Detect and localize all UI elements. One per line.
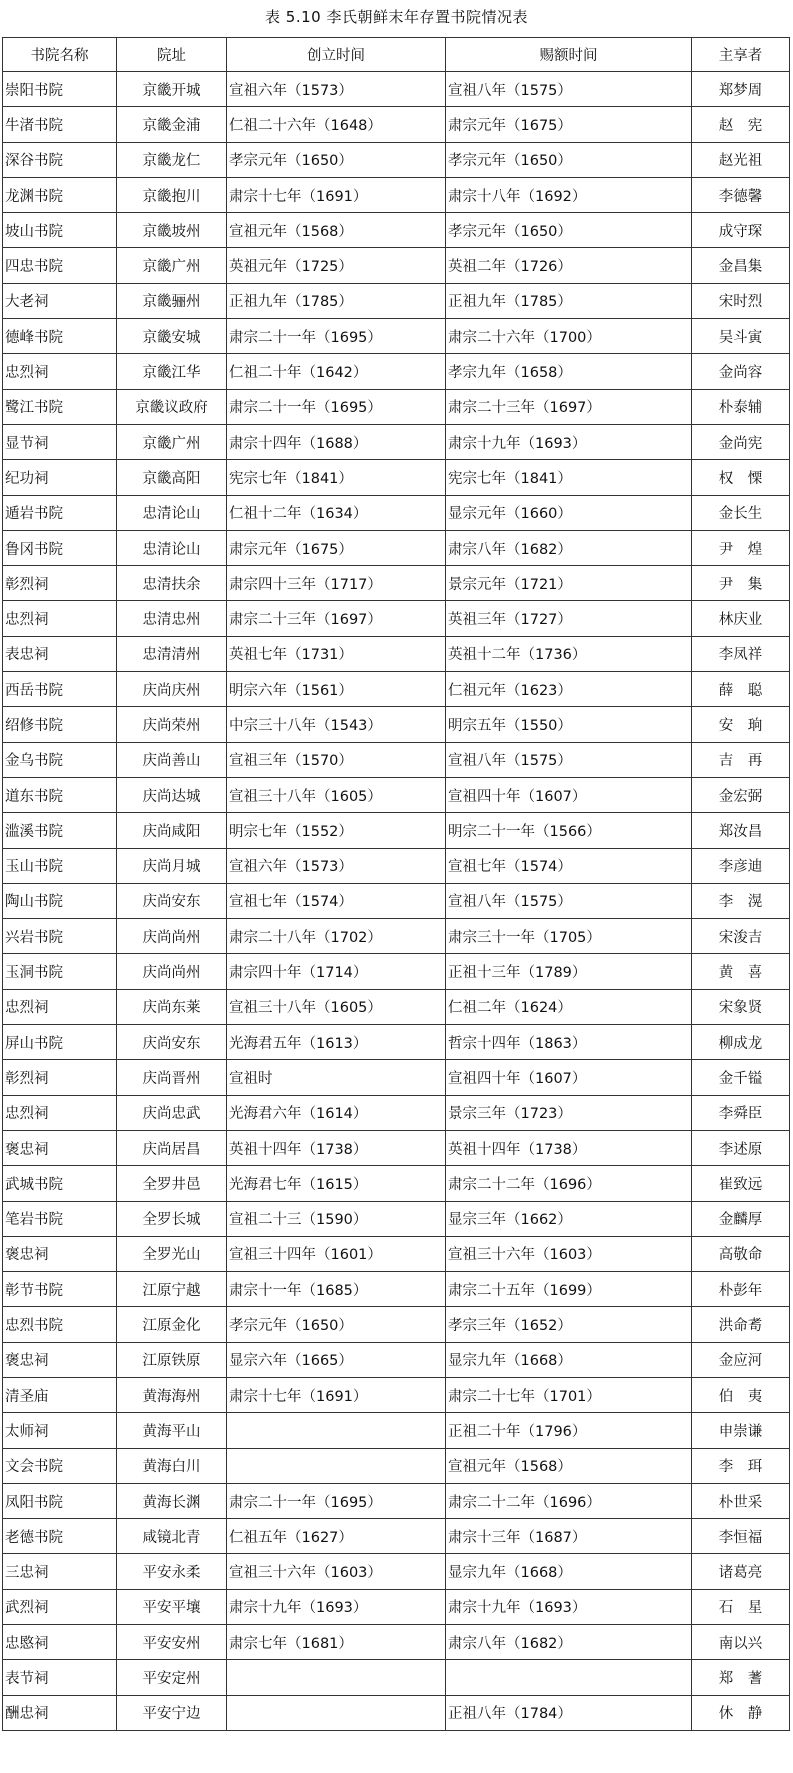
founding-time-cell: 宣祖三十八年（1605） bbox=[227, 989, 446, 1024]
founding-time-cell: 英祖十四年（1738） bbox=[227, 1130, 446, 1165]
plaque-grant-time-cell: 显宗九年（1668） bbox=[446, 1342, 692, 1377]
enshrined-person-cell: 金长生 bbox=[692, 495, 790, 530]
founding-time-cell: 宣祖三年（1570） bbox=[227, 742, 446, 777]
academy-name-cell: 文会书院 bbox=[3, 1448, 117, 1483]
plaque-grant-time-cell: 显宗九年（1668） bbox=[446, 1554, 692, 1589]
table-body bbox=[3, 72, 790, 1731]
location-cell: 全罗长城 bbox=[117, 1201, 227, 1236]
table-row bbox=[3, 566, 790, 601]
table-row bbox=[3, 1342, 790, 1377]
table-row bbox=[3, 1660, 790, 1695]
enshrined-person-cell: 金尚容 bbox=[692, 354, 790, 389]
enshrined-person-cell: 宋象贤 bbox=[692, 989, 790, 1024]
table-row bbox=[3, 107, 790, 142]
table-row bbox=[3, 672, 790, 707]
location-cell: 江原铁原 bbox=[117, 1342, 227, 1377]
founding-time-cell: 仁祖五年（1627） bbox=[227, 1519, 446, 1554]
academy-name-cell: 清圣庙 bbox=[3, 1377, 117, 1412]
founding-time-cell: 显宗六年（1665） bbox=[227, 1342, 446, 1377]
location-cell: 江原宁越 bbox=[117, 1272, 227, 1307]
founding-time-cell: 孝宗元年（1650） bbox=[227, 142, 446, 177]
plaque-grant-time-cell: 肃宗十三年（1687） bbox=[446, 1519, 692, 1554]
plaque-grant-time-cell: 肃宗二十三年（1697） bbox=[446, 389, 692, 424]
enshrined-person-cell: 李恒福 bbox=[692, 1519, 790, 1554]
table-row bbox=[3, 460, 790, 495]
table-row bbox=[3, 636, 790, 671]
founding-time-cell: 光海君七年（1615） bbox=[227, 1166, 446, 1201]
enshrined-person-cell: 薛 聪 bbox=[692, 672, 790, 707]
location-cell: 黄海长渊 bbox=[117, 1483, 227, 1518]
table-row bbox=[3, 1130, 790, 1165]
academy-name-cell: 忠烈书院 bbox=[3, 1307, 117, 1342]
header-row bbox=[3, 38, 790, 72]
founding-time-cell: 光海君六年（1614） bbox=[227, 1095, 446, 1130]
academy-name-cell: 遁岩书院 bbox=[3, 495, 117, 530]
table-row bbox=[3, 1307, 790, 1342]
enshrined-person-cell: 金昌集 bbox=[692, 248, 790, 283]
academy-name-cell: 西岳书院 bbox=[3, 672, 117, 707]
enshrined-person-cell: 赵光祖 bbox=[692, 142, 790, 177]
table-row bbox=[3, 1095, 790, 1130]
founding-time-cell: 肃宗二十三年（1697） bbox=[227, 601, 446, 636]
founding-time-cell: 肃宗十四年（1688） bbox=[227, 424, 446, 459]
academy-name-cell: 滥溪书院 bbox=[3, 813, 117, 848]
table-row bbox=[3, 495, 790, 530]
academy-name-cell: 玉洞书院 bbox=[3, 954, 117, 989]
academy-name-cell: 深谷书院 bbox=[3, 142, 117, 177]
plaque-grant-time-cell: 英祖三年（1727） bbox=[446, 601, 692, 636]
table-row bbox=[3, 354, 790, 389]
plaque-grant-time-cell: 宣祖三十六年（1603） bbox=[446, 1236, 692, 1271]
plaque-grant-time-cell: 正祖十三年（1789） bbox=[446, 954, 692, 989]
founding-time-cell bbox=[227, 1448, 446, 1483]
academy-name-cell: 道东书院 bbox=[3, 777, 117, 812]
founding-time-cell: 肃宗元年（1675） bbox=[227, 530, 446, 565]
academy-name-cell: 表节祠 bbox=[3, 1660, 117, 1695]
academy-name-cell: 绍修书院 bbox=[3, 707, 117, 742]
location-cell: 庆尚安东 bbox=[117, 883, 227, 918]
location-cell: 黄海白川 bbox=[117, 1448, 227, 1483]
enshrined-person-cell: 休 静 bbox=[692, 1695, 790, 1730]
location-cell: 京畿江华 bbox=[117, 354, 227, 389]
enshrined-person-cell: 李 滉 bbox=[692, 883, 790, 918]
founding-time-cell: 肃宗十七年（1691） bbox=[227, 177, 446, 212]
enshrined-person-cell: 郑梦周 bbox=[692, 72, 790, 107]
enshrined-person-cell: 尹 集 bbox=[692, 566, 790, 601]
location-cell: 庆尚荣州 bbox=[117, 707, 227, 742]
location-cell: 咸镜北青 bbox=[117, 1519, 227, 1554]
enshrined-person-cell: 李德馨 bbox=[692, 177, 790, 212]
founding-time-cell: 肃宗七年（1681） bbox=[227, 1625, 446, 1660]
academy-name-cell: 金乌书院 bbox=[3, 742, 117, 777]
founding-time-cell: 英祖七年（1731） bbox=[227, 636, 446, 671]
founding-time-cell: 宣祖六年（1573） bbox=[227, 72, 446, 107]
table-row bbox=[3, 213, 790, 248]
plaque-grant-time-cell: 宣祖元年（1568） bbox=[446, 1448, 692, 1483]
location-cell: 庆尚月城 bbox=[117, 848, 227, 883]
header-location: 院址 bbox=[117, 38, 227, 72]
plaque-grant-time-cell: 正祖八年（1784） bbox=[446, 1695, 692, 1730]
plaque-grant-time-cell: 显宗三年（1662） bbox=[446, 1201, 692, 1236]
table-row bbox=[3, 142, 790, 177]
enshrined-person-cell: 朴泰辅 bbox=[692, 389, 790, 424]
table-row bbox=[3, 1060, 790, 1095]
academy-name-cell: 四忠书院 bbox=[3, 248, 117, 283]
academy-name-cell: 凤阳书院 bbox=[3, 1483, 117, 1518]
founding-time-cell: 宣祖时 bbox=[227, 1060, 446, 1095]
plaque-grant-time-cell: 仁祖二年（1624） bbox=[446, 989, 692, 1024]
plaque-grant-time-cell: 肃宗八年（1682） bbox=[446, 530, 692, 565]
enshrined-person-cell: 李述原 bbox=[692, 1130, 790, 1165]
plaque-grant-time-cell: 肃宗二十二年（1696） bbox=[446, 1166, 692, 1201]
plaque-grant-time-cell: 正祖二十年（1796） bbox=[446, 1413, 692, 1448]
table-row bbox=[3, 1625, 790, 1660]
academy-name-cell: 褒忠祠 bbox=[3, 1236, 117, 1271]
founding-time-cell bbox=[227, 1413, 446, 1448]
location-cell: 京畿安城 bbox=[117, 319, 227, 354]
founding-time-cell: 宣祖七年（1574） bbox=[227, 883, 446, 918]
location-cell: 京畿开城 bbox=[117, 72, 227, 107]
enshrined-person-cell: 成守琛 bbox=[692, 213, 790, 248]
academies-table bbox=[2, 37, 790, 1731]
plaque-grant-time-cell: 肃宗二十六年（1700） bbox=[446, 319, 692, 354]
plaque-grant-time-cell: 孝宗三年（1652） bbox=[446, 1307, 692, 1342]
table-row bbox=[3, 1025, 790, 1060]
academy-name-cell: 龙渊书院 bbox=[3, 177, 117, 212]
academy-name-cell: 忠烈祠 bbox=[3, 354, 117, 389]
plaque-grant-time-cell: 孝宗九年（1658） bbox=[446, 354, 692, 389]
academy-name-cell: 鲁冈书院 bbox=[3, 530, 117, 565]
table-row bbox=[3, 424, 790, 459]
academy-name-cell: 玉山书院 bbox=[3, 848, 117, 883]
enshrined-person-cell: 金麟厚 bbox=[692, 1201, 790, 1236]
academy-name-cell: 鹭江书院 bbox=[3, 389, 117, 424]
academy-name-cell: 忠烈祠 bbox=[3, 601, 117, 636]
enshrined-person-cell: 黄 喜 bbox=[692, 954, 790, 989]
enshrined-person-cell: 申崇谦 bbox=[692, 1413, 790, 1448]
plaque-grant-time-cell: 宣祖四十年（1607） bbox=[446, 777, 692, 812]
location-cell: 庆尚善山 bbox=[117, 742, 227, 777]
academy-name-cell: 表忠祠 bbox=[3, 636, 117, 671]
academy-name-cell: 德峰书院 bbox=[3, 319, 117, 354]
enshrined-person-cell: 李彦迪 bbox=[692, 848, 790, 883]
table-row bbox=[3, 919, 790, 954]
location-cell: 庆尚达城 bbox=[117, 777, 227, 812]
academy-name-cell: 褒忠祠 bbox=[3, 1342, 117, 1377]
enshrined-person-cell: 高敬命 bbox=[692, 1236, 790, 1271]
table-row bbox=[3, 1236, 790, 1271]
founding-time-cell: 肃宗二十一年（1695） bbox=[227, 389, 446, 424]
location-cell: 庆尚庆州 bbox=[117, 672, 227, 707]
location-cell: 京畿广州 bbox=[117, 248, 227, 283]
enshrined-person-cell: 尹 煌 bbox=[692, 530, 790, 565]
location-cell: 忠清忠州 bbox=[117, 601, 227, 636]
founding-time-cell: 肃宗二十一年（1695） bbox=[227, 319, 446, 354]
table-row bbox=[3, 1413, 790, 1448]
plaque-grant-time-cell bbox=[446, 1660, 692, 1695]
founding-time-cell: 明宗七年（1552） bbox=[227, 813, 446, 848]
location-cell: 忠清论山 bbox=[117, 495, 227, 530]
location-cell: 京畿坡州 bbox=[117, 213, 227, 248]
academy-name-cell: 牛渚书院 bbox=[3, 107, 117, 142]
founding-time-cell: 仁祖十二年（1634） bbox=[227, 495, 446, 530]
table-row bbox=[3, 1589, 790, 1624]
table-row bbox=[3, 1272, 790, 1307]
plaque-grant-time-cell: 明宗五年（1550） bbox=[446, 707, 692, 742]
plaque-grant-time-cell: 显宗元年（1660） bbox=[446, 495, 692, 530]
location-cell: 京畿骊州 bbox=[117, 283, 227, 318]
table-row bbox=[3, 883, 790, 918]
founding-time-cell: 宣祖三十六年（1603） bbox=[227, 1554, 446, 1589]
location-cell: 京畿龙仁 bbox=[117, 142, 227, 177]
founding-time-cell: 中宗三十八年（1543） bbox=[227, 707, 446, 742]
enshrined-person-cell: 宋时烈 bbox=[692, 283, 790, 318]
location-cell: 忠清扶余 bbox=[117, 566, 227, 601]
location-cell: 京畿金浦 bbox=[117, 107, 227, 142]
table-caption: 表 5.10 李氏朝鲜末年存置书院情况表 bbox=[265, 8, 528, 26]
academy-name-cell: 坡山书院 bbox=[3, 213, 117, 248]
location-cell: 庆尚咸阳 bbox=[117, 813, 227, 848]
location-cell: 庆尚居昌 bbox=[117, 1130, 227, 1165]
founding-time-cell bbox=[227, 1695, 446, 1730]
enshrined-person-cell: 林庆业 bbox=[692, 601, 790, 636]
academy-name-cell: 彰烈祠 bbox=[3, 566, 117, 601]
location-cell: 平安平壤 bbox=[117, 1589, 227, 1624]
location-cell: 平安宁边 bbox=[117, 1695, 227, 1730]
table-row bbox=[3, 954, 790, 989]
enshrined-person-cell: 权 慄 bbox=[692, 460, 790, 495]
plaque-grant-time-cell: 肃宗二十七年（1701） bbox=[446, 1377, 692, 1412]
enshrined-person-cell: 诸葛亮 bbox=[692, 1554, 790, 1589]
enshrined-person-cell: 金宏弼 bbox=[692, 777, 790, 812]
table-row bbox=[3, 707, 790, 742]
location-cell: 黄海平山 bbox=[117, 1413, 227, 1448]
academy-name-cell: 忠愍祠 bbox=[3, 1625, 117, 1660]
table-row bbox=[3, 1448, 790, 1483]
plaque-grant-time-cell: 宣祖八年（1575） bbox=[446, 883, 692, 918]
table-row bbox=[3, 1554, 790, 1589]
founding-time-cell bbox=[227, 1660, 446, 1695]
location-cell: 江原金化 bbox=[117, 1307, 227, 1342]
plaque-grant-time-cell: 肃宗二十五年（1699） bbox=[446, 1272, 692, 1307]
founding-time-cell: 宪宗七年（1841） bbox=[227, 460, 446, 495]
founding-time-cell: 宣祖三十四年（1601） bbox=[227, 1236, 446, 1271]
academy-name-cell: 酬忠祠 bbox=[3, 1695, 117, 1730]
academy-name-cell: 大老祠 bbox=[3, 283, 117, 318]
founding-time-cell: 肃宗十七年（1691） bbox=[227, 1377, 446, 1412]
enshrined-person-cell: 吉 再 bbox=[692, 742, 790, 777]
founding-time-cell: 肃宗四十三年（1717） bbox=[227, 566, 446, 601]
founding-time-cell: 正祖九年（1785） bbox=[227, 283, 446, 318]
table-row bbox=[3, 283, 790, 318]
table-row bbox=[3, 248, 790, 283]
academy-name-cell: 屏山书院 bbox=[3, 1025, 117, 1060]
academy-name-cell: 兴岩书院 bbox=[3, 919, 117, 954]
academy-name-cell: 笔岩书院 bbox=[3, 1201, 117, 1236]
location-cell: 平安永柔 bbox=[117, 1554, 227, 1589]
founding-time-cell: 宣祖六年（1573） bbox=[227, 848, 446, 883]
table-row bbox=[3, 1377, 790, 1412]
founding-time-cell: 肃宗十九年（1693） bbox=[227, 1589, 446, 1624]
location-cell: 黄海海州 bbox=[117, 1377, 227, 1412]
table-row bbox=[3, 1483, 790, 1518]
header-enshrined-person: 主享者 bbox=[692, 38, 790, 72]
location-cell: 平安安州 bbox=[117, 1625, 227, 1660]
enshrined-person-cell: 郑汝昌 bbox=[692, 813, 790, 848]
table-row bbox=[3, 848, 790, 883]
enshrined-person-cell: 安 珦 bbox=[692, 707, 790, 742]
table-row bbox=[3, 777, 790, 812]
table-row bbox=[3, 319, 790, 354]
location-cell: 全罗井邑 bbox=[117, 1166, 227, 1201]
table-row bbox=[3, 1201, 790, 1236]
plaque-grant-time-cell: 肃宗三十一年（1705） bbox=[446, 919, 692, 954]
table-row bbox=[3, 177, 790, 212]
plaque-grant-time-cell: 仁祖元年（1623） bbox=[446, 672, 692, 707]
plaque-grant-time-cell: 景宗三年（1723） bbox=[446, 1095, 692, 1130]
founding-time-cell: 宣祖三十八年（1605） bbox=[227, 777, 446, 812]
plaque-grant-time-cell: 宣祖七年（1574） bbox=[446, 848, 692, 883]
academy-name-cell: 纪功祠 bbox=[3, 460, 117, 495]
enshrined-person-cell: 宋浚吉 bbox=[692, 919, 790, 954]
plaque-grant-time-cell: 孝宗元年（1650） bbox=[446, 142, 692, 177]
plaque-grant-time-cell: 宣祖四十年（1607） bbox=[446, 1060, 692, 1095]
location-cell: 忠清论山 bbox=[117, 530, 227, 565]
plaque-grant-time-cell: 宣祖八年（1575） bbox=[446, 72, 692, 107]
founding-time-cell: 光海君五年（1613） bbox=[227, 1025, 446, 1060]
academy-name-cell: 彰烈祠 bbox=[3, 1060, 117, 1095]
founding-time-cell: 宣祖元年（1568） bbox=[227, 213, 446, 248]
plaque-grant-time-cell: 英祖十二年（1736） bbox=[446, 636, 692, 671]
header-academy-name: 书院名称 bbox=[3, 38, 117, 72]
plaque-grant-time-cell: 英祖十四年（1738） bbox=[446, 1130, 692, 1165]
enshrined-person-cell: 李凤祥 bbox=[692, 636, 790, 671]
academy-name-cell: 崇阳书院 bbox=[3, 72, 117, 107]
plaque-grant-time-cell: 肃宗十九年（1693） bbox=[446, 1589, 692, 1624]
table-row bbox=[3, 1695, 790, 1730]
academy-name-cell: 忠烈祠 bbox=[3, 989, 117, 1024]
founding-time-cell: 肃宗十一年（1685） bbox=[227, 1272, 446, 1307]
enshrined-person-cell: 洪命耉 bbox=[692, 1307, 790, 1342]
plaque-grant-time-cell: 英祖二年（1726） bbox=[446, 248, 692, 283]
location-cell: 忠清清州 bbox=[117, 636, 227, 671]
table-row bbox=[3, 530, 790, 565]
plaque-grant-time-cell: 明宗二十一年（1566） bbox=[446, 813, 692, 848]
academy-name-cell: 武烈祠 bbox=[3, 1589, 117, 1624]
enshrined-person-cell: 李 珥 bbox=[692, 1448, 790, 1483]
location-cell: 庆尚东莱 bbox=[117, 989, 227, 1024]
enshrined-person-cell: 金千镒 bbox=[692, 1060, 790, 1095]
plaque-grant-time-cell: 宪宗七年（1841） bbox=[446, 460, 692, 495]
header-founding-time: 创立时间 bbox=[227, 38, 446, 72]
location-cell: 庆尚晋州 bbox=[117, 1060, 227, 1095]
table-row bbox=[3, 1519, 790, 1554]
location-cell: 庆尚尚州 bbox=[117, 954, 227, 989]
plaque-grant-time-cell: 肃宗十八年（1692） bbox=[446, 177, 692, 212]
table-row bbox=[3, 742, 790, 777]
academy-name-cell: 三忠祠 bbox=[3, 1554, 117, 1589]
founding-time-cell: 仁祖二十六年（1648） bbox=[227, 107, 446, 142]
table-row bbox=[3, 1166, 790, 1201]
academy-name-cell: 显节祠 bbox=[3, 424, 117, 459]
founding-time-cell: 英祖元年（1725） bbox=[227, 248, 446, 283]
plaque-grant-time-cell: 景宗元年（1721） bbox=[446, 566, 692, 601]
plaque-grant-time-cell: 宣祖八年（1575） bbox=[446, 742, 692, 777]
enshrined-person-cell: 石 星 bbox=[692, 1589, 790, 1624]
location-cell: 平安定州 bbox=[117, 1660, 227, 1695]
academy-name-cell: 彰节书院 bbox=[3, 1272, 117, 1307]
founding-time-cell: 肃宗二十八年（1702） bbox=[227, 919, 446, 954]
academy-name-cell: 武城书院 bbox=[3, 1166, 117, 1201]
enshrined-person-cell: 南以兴 bbox=[692, 1625, 790, 1660]
plaque-grant-time-cell: 肃宗元年（1675） bbox=[446, 107, 692, 142]
location-cell: 庆尚忠武 bbox=[117, 1095, 227, 1130]
enshrined-person-cell: 柳成龙 bbox=[692, 1025, 790, 1060]
table-row bbox=[3, 601, 790, 636]
enshrined-person-cell: 朴彭年 bbox=[692, 1272, 790, 1307]
academy-name-cell: 陶山书院 bbox=[3, 883, 117, 918]
academy-name-cell: 老德书院 bbox=[3, 1519, 117, 1554]
enshrined-person-cell: 金尚宪 bbox=[692, 424, 790, 459]
plaque-grant-time-cell: 孝宗元年（1650） bbox=[446, 213, 692, 248]
header-plaque-grant-time: 赐额时间 bbox=[446, 38, 692, 72]
enshrined-person-cell: 李舜臣 bbox=[692, 1095, 790, 1130]
academy-name-cell: 太师祠 bbox=[3, 1413, 117, 1448]
academy-name-cell: 褒忠祠 bbox=[3, 1130, 117, 1165]
table-row bbox=[3, 989, 790, 1024]
enshrined-person-cell: 吴斗寅 bbox=[692, 319, 790, 354]
table-row bbox=[3, 813, 790, 848]
enshrined-person-cell: 金应河 bbox=[692, 1342, 790, 1377]
location-cell: 京畿广州 bbox=[117, 424, 227, 459]
table-row bbox=[3, 72, 790, 107]
academy-name-cell: 忠烈祠 bbox=[3, 1095, 117, 1130]
plaque-grant-time-cell: 肃宗二十二年（1696） bbox=[446, 1483, 692, 1518]
founding-time-cell: 宣祖二十三（1590） bbox=[227, 1201, 446, 1236]
enshrined-person-cell: 伯 夷 bbox=[692, 1377, 790, 1412]
location-cell: 全罗光山 bbox=[117, 1236, 227, 1271]
location-cell: 庆尚尚州 bbox=[117, 919, 227, 954]
plaque-grant-time-cell: 哲宗十四年（1863） bbox=[446, 1025, 692, 1060]
plaque-grant-time-cell: 肃宗十九年（1693） bbox=[446, 424, 692, 459]
location-cell: 京畿抱川 bbox=[117, 177, 227, 212]
enshrined-person-cell: 朴世采 bbox=[692, 1483, 790, 1518]
location-cell: 京畿议政府 bbox=[117, 389, 227, 424]
location-cell: 庆尚安东 bbox=[117, 1025, 227, 1060]
plaque-grant-time-cell: 肃宗八年（1682） bbox=[446, 1625, 692, 1660]
enshrined-person-cell: 郑 蓍 bbox=[692, 1660, 790, 1695]
enshrined-person-cell: 赵 宪 bbox=[692, 107, 790, 142]
table-row bbox=[3, 389, 790, 424]
plaque-grant-time-cell: 正祖九年（1785） bbox=[446, 283, 692, 318]
founding-time-cell: 肃宗二十一年（1695） bbox=[227, 1483, 446, 1518]
founding-time-cell: 明宗六年（1561） bbox=[227, 672, 446, 707]
founding-time-cell: 仁祖二十年（1642） bbox=[227, 354, 446, 389]
founding-time-cell: 肃宗四十年（1714） bbox=[227, 954, 446, 989]
founding-time-cell: 孝宗元年（1650） bbox=[227, 1307, 446, 1342]
location-cell: 京畿高阳 bbox=[117, 460, 227, 495]
enshrined-person-cell: 崔致远 bbox=[692, 1166, 790, 1201]
